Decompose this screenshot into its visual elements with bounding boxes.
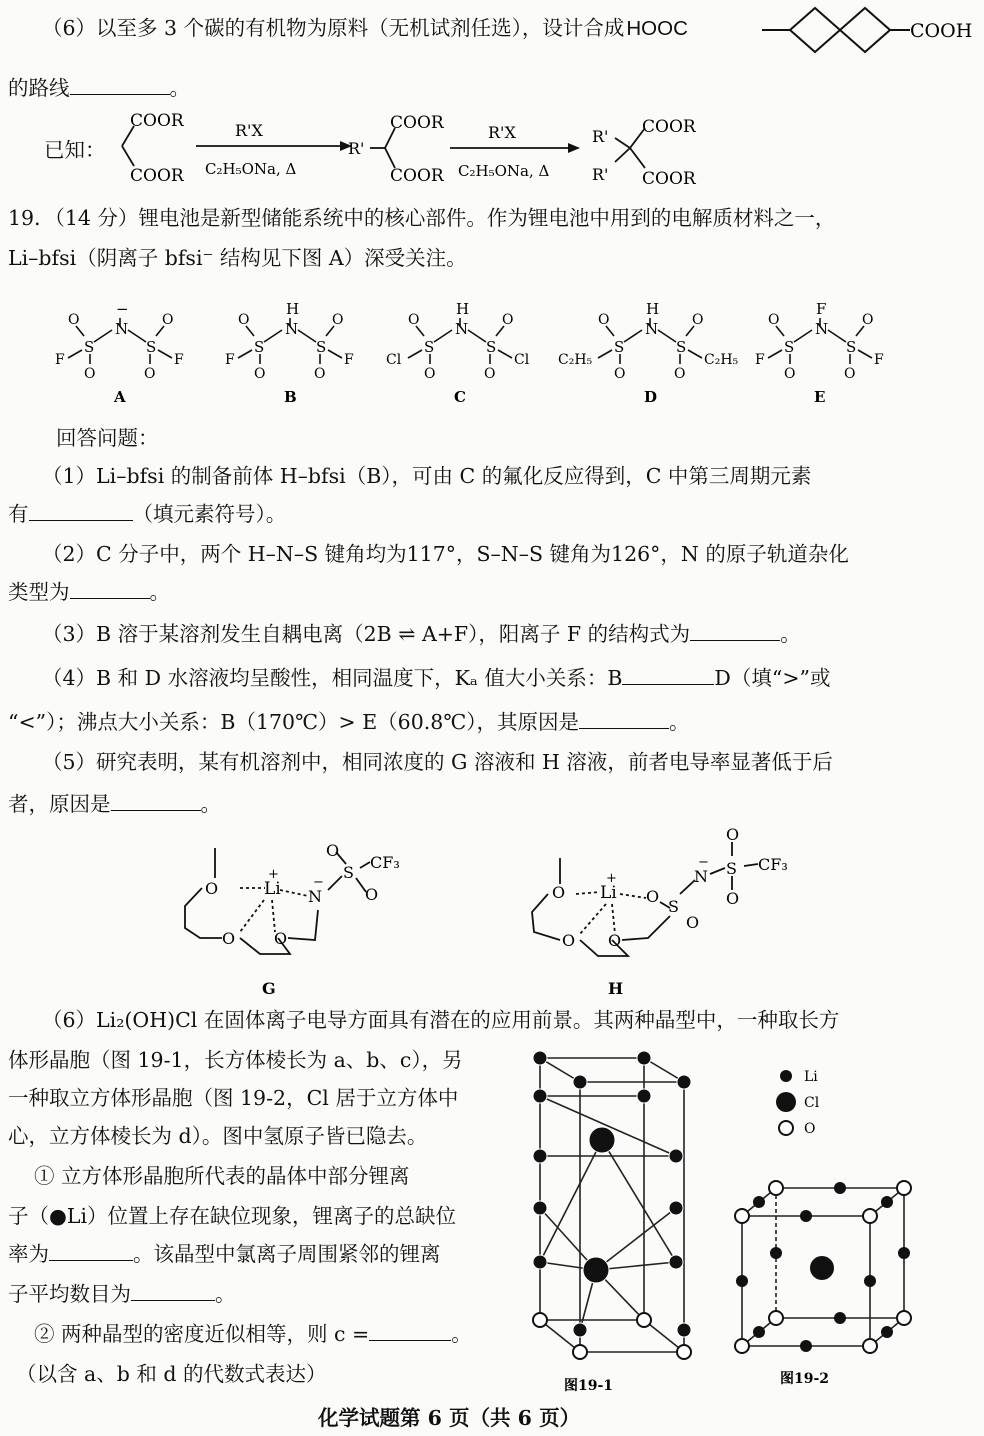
- svg-text:N: N: [115, 320, 129, 338]
- structure-label: E: [814, 388, 826, 406]
- svg-text:S: S: [254, 338, 265, 356]
- svg-text:F: F: [755, 352, 765, 368]
- svg-text:O: O: [692, 312, 704, 328]
- known-reaction-scheme: [110, 104, 710, 188]
- svg-text:S: S: [846, 338, 857, 356]
- q19-6-2-note: （以含 a、b 和 d 的代数式表达）: [16, 1362, 327, 1386]
- svg-text:O: O: [726, 825, 740, 844]
- q19-6-1c: 率为 。该晶型中氯离子周围紧邻的锂离: [8, 1242, 441, 1266]
- structure-label: A: [114, 388, 126, 406]
- svg-text:O: O: [646, 887, 660, 906]
- q19-p4b: “<”）；沸点大小关系：B（170℃）> E（60.8℃），其原因是 。: [8, 710, 690, 734]
- svg-text:S: S: [726, 859, 737, 878]
- svg-text:F: F: [816, 300, 827, 318]
- q19-p4a: （4）B 和 D 水溶液均呈酸性，相同温度下，Kₐ 值大小关系：B D（填“>”或: [42, 666, 831, 690]
- svg-text:图19-2: 图19-2: [780, 1371, 830, 1387]
- g-h-structures: [160, 825, 820, 998]
- svg-text:Cl: Cl: [804, 1095, 820, 1111]
- svg-text:+: +: [268, 867, 279, 882]
- svg-text:S: S: [84, 338, 95, 356]
- svg-text:F: F: [225, 352, 235, 368]
- svg-text:O: O: [502, 312, 514, 328]
- q19-p2a: （2）C 分子中，两个 H–N–S 键角均为117°，S–N–S 键角为126°，N 的原子轨道杂化: [42, 542, 849, 566]
- svg-text:O: O: [408, 312, 420, 328]
- svg-text:S: S: [316, 338, 327, 356]
- q19-intro1: 19．（14 分）锂电池是新型储能系统中的核心部件。作为锂电池中用到的电解质材料之一，: [8, 206, 836, 230]
- svg-text:C₂H₅: C₂H₅: [704, 352, 739, 368]
- svg-text:N: N: [308, 887, 322, 906]
- svg-text:CF₃: CF₃: [370, 853, 400, 872]
- svg-text:S: S: [676, 338, 687, 356]
- svg-text:O: O: [68, 312, 80, 328]
- svg-text:O: O: [768, 312, 780, 328]
- q19-p1a: （1）Li–bfsi 的制备前体 H–bfsi（B），可由 C 的氟化反应得到，C 中第三周期元素: [42, 464, 812, 488]
- svg-text:−: −: [698, 855, 709, 870]
- answer-prompt: 回答问题：: [56, 426, 159, 450]
- cooh-right: COOH: [910, 20, 973, 42]
- svg-text:O: O: [614, 366, 626, 382]
- legend: [770, 1064, 840, 1142]
- svg-text:O: O: [326, 841, 340, 860]
- svg-text:C₂H₅: C₂H₅: [558, 352, 593, 368]
- svg-text:O: O: [484, 366, 496, 382]
- page-footer: 化学试题第 6 页（共 6 页）: [318, 1406, 581, 1430]
- svg-text:O: O: [804, 1121, 816, 1137]
- svg-text:S: S: [668, 897, 679, 916]
- figure-19-1: [514, 1040, 694, 1394]
- q19-p5b: 者，原因是 。: [8, 792, 221, 816]
- structure-e: [740, 284, 940, 414]
- q19-6-1b: 子（●Li）位置上存在缺位现象，锂离子的总缺位: [8, 1204, 457, 1228]
- svg-text:图19-1: 图19-1: [564, 1378, 614, 1394]
- svg-text:COOR: COOR: [642, 169, 696, 189]
- svg-text:F: F: [55, 352, 65, 368]
- svg-text:C₂H₅ONa, Δ: C₂H₅ONa, Δ: [205, 160, 297, 178]
- svg-text:O: O: [254, 366, 266, 382]
- svg-text:−: −: [313, 875, 324, 890]
- q19-6-1d: 子平均数目为 。: [8, 1282, 236, 1306]
- svg-text:Cl: Cl: [386, 352, 402, 368]
- svg-text:S: S: [486, 338, 497, 356]
- structure-d: [550, 284, 750, 414]
- svg-text:H: H: [456, 300, 470, 318]
- svg-text:Li: Li: [804, 1069, 818, 1085]
- q19-p5a: （5）研究表明，某有机溶剂中，相同浓度的 G 溶液和 H 溶液，前者电导率显著低于后: [42, 750, 833, 774]
- target-molecule-diagram: [760, 4, 980, 56]
- q19-p2b: 类型为 。: [8, 580, 170, 604]
- q19-p6c: 一种取立方体形晶胞（图 19-2，Cl 居于立方体中: [8, 1086, 459, 1110]
- svg-text:N: N: [455, 320, 469, 338]
- svg-text:−: −: [116, 300, 129, 318]
- svg-text:S: S: [146, 338, 157, 356]
- svg-text:O: O: [674, 366, 686, 382]
- svg-text:O: O: [784, 366, 796, 382]
- svg-text:O: O: [332, 312, 344, 328]
- svg-text:O: O: [144, 366, 156, 382]
- svg-text:COOR: COOR: [130, 166, 184, 186]
- structure-label: D: [644, 388, 658, 406]
- svg-text:G: G: [262, 979, 276, 998]
- figure-19-2: [724, 1178, 924, 1390]
- q19-p3: （3）B 溶于某溶剂发生自耦电离（2B ⇌ A+F），阳离子 F 的结构式为 。: [42, 622, 801, 646]
- svg-text:F: F: [174, 352, 184, 368]
- svg-text:H: H: [286, 300, 300, 318]
- svg-text:Cl: Cl: [514, 352, 530, 368]
- svg-text:+: +: [606, 871, 617, 886]
- svg-text:N: N: [645, 320, 659, 338]
- svg-text:O: O: [598, 312, 610, 328]
- svg-text:COOR: COOR: [642, 117, 696, 137]
- svg-text:N: N: [815, 320, 829, 338]
- svg-text:O: O: [562, 931, 576, 950]
- svg-text:O: O: [314, 366, 326, 382]
- svg-text:COOR: COOR: [390, 166, 444, 186]
- svg-text:O: O: [844, 366, 856, 382]
- svg-text:S: S: [424, 338, 435, 356]
- svg-text:O: O: [862, 312, 874, 328]
- svg-text:COOR: COOR: [130, 111, 184, 131]
- svg-text:F: F: [874, 352, 884, 368]
- svg-text:H: H: [608, 979, 624, 998]
- svg-text:R': R': [592, 165, 609, 184]
- svg-text:O: O: [552, 883, 566, 902]
- q19-p6a: （6）Li₂(OH)Cl 在固体离子电导方面具有潜在的应用前景。其两种晶型中，一种取长方: [42, 1008, 840, 1032]
- svg-text:R': R': [348, 139, 365, 158]
- svg-text:S: S: [343, 863, 354, 882]
- svg-text:C₂H₅ONa, Δ: C₂H₅ONa, Δ: [458, 162, 550, 180]
- svg-text:S: S: [784, 338, 795, 356]
- q19-6-2: ② 两种晶型的密度近似相等，则 c = 。: [34, 1322, 472, 1346]
- structures-row: [40, 284, 960, 414]
- svg-text:O: O: [274, 929, 288, 948]
- known-label: 已知：: [44, 138, 106, 162]
- svg-text:O: O: [238, 312, 250, 328]
- svg-text:O: O: [162, 312, 174, 328]
- svg-text:N: N: [694, 867, 708, 886]
- svg-text:COOR: COOR: [390, 113, 444, 133]
- q19-6-1a: ① 立方体形晶胞所代表的晶体中部分锂离: [34, 1164, 410, 1188]
- q18-6-line2: 的路线 。: [8, 76, 190, 100]
- svg-text:O: O: [726, 889, 740, 908]
- svg-text:O: O: [608, 931, 622, 950]
- structure-label: C: [454, 388, 466, 406]
- svg-text:O: O: [686, 913, 700, 932]
- svg-text:R'X: R'X: [235, 121, 263, 140]
- svg-text:O: O: [365, 885, 379, 904]
- svg-text:CF₃: CF₃: [758, 855, 788, 874]
- svg-text:O: O: [222, 929, 236, 948]
- q19-intro2: Li–bfsi（阴离子 bfsi⁻ 结构见下图 A）深受关注。: [8, 246, 467, 270]
- svg-text:N: N: [285, 320, 299, 338]
- svg-text:O: O: [84, 366, 96, 382]
- svg-text:F: F: [344, 352, 354, 368]
- svg-text:R': R': [592, 127, 609, 146]
- svg-text:H: H: [646, 300, 660, 318]
- q18-6-line1: （6）以至多 3 个碳的有机物为原料（无机试剂任选），设计合成HOOC: [42, 16, 688, 40]
- structure-label: B: [284, 388, 297, 406]
- svg-text:O: O: [424, 366, 436, 382]
- svg-text:Li: Li: [264, 879, 281, 899]
- svg-text:O: O: [205, 879, 219, 898]
- q19-p1b: 有 （填元素符号）。: [8, 502, 287, 526]
- q19-p6d: 心，立方体棱长为 d）。图中氢原子皆已隐去。: [8, 1124, 428, 1148]
- q19-p6b: 体形晶胞（图 19-1，长方体棱长为 a、b、c），另: [8, 1048, 463, 1072]
- svg-text:S: S: [614, 338, 625, 356]
- svg-text:Li: Li: [600, 883, 617, 903]
- svg-text:R'X: R'X: [488, 123, 516, 142]
